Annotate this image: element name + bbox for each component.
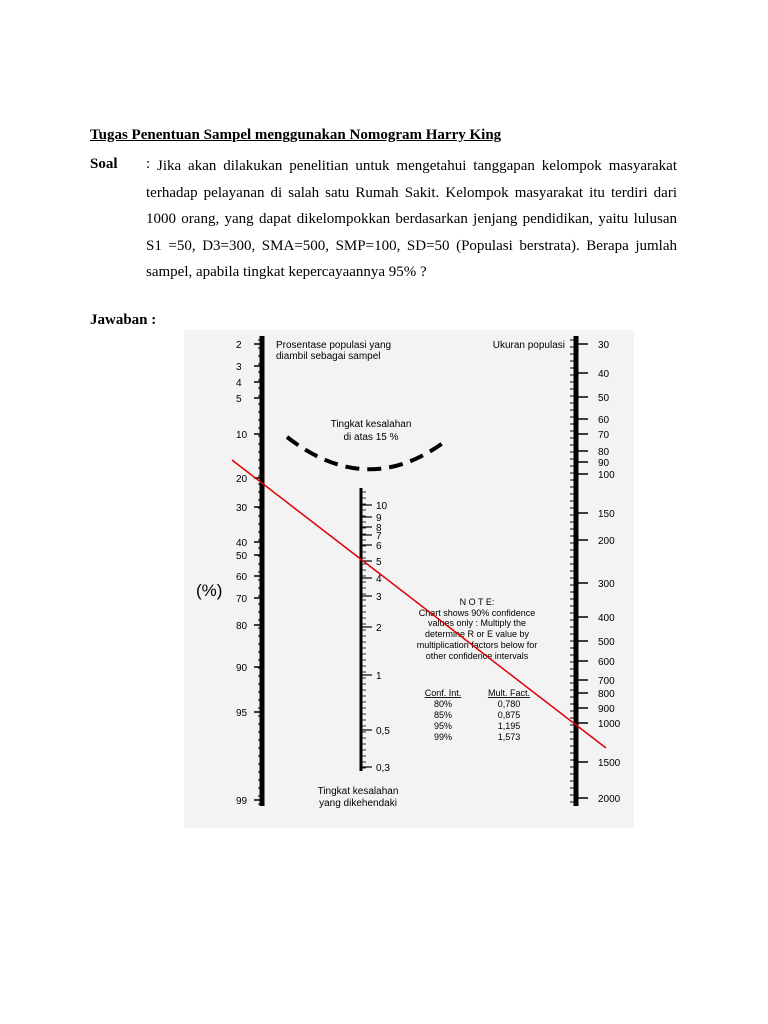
conf-row-3-fact: 1,195 bbox=[497, 721, 521, 731]
left-tick-label-4: 10 bbox=[236, 430, 248, 441]
conf-row-2-fact: 0,875 bbox=[497, 710, 521, 720]
left-tick-label-5: 20 bbox=[236, 474, 248, 485]
right-tick-label-14: 700 bbox=[598, 676, 615, 687]
mid-tick-label-7: 3 bbox=[376, 592, 382, 603]
conf-row-1-int: 80% bbox=[433, 699, 453, 709]
conf-row-4-int: 99% bbox=[433, 732, 453, 742]
right-tick-label-18: 1500 bbox=[598, 758, 621, 769]
right-tick-label-1: 40 bbox=[598, 369, 610, 380]
left-tick-label-8: 50 bbox=[236, 551, 248, 562]
mult-fact-header: Mult. Fact. bbox=[487, 688, 531, 698]
answer-label: Jawaban : bbox=[90, 312, 157, 328]
conf-int-header: Conf. Int. bbox=[424, 688, 462, 698]
note-line-3: determine R or E value by bbox=[424, 629, 530, 639]
note-line-1: Chart shows 90% confidence bbox=[418, 608, 536, 618]
left-tick-label-14: 99 bbox=[236, 796, 248, 807]
right-scale-title: Ukuran populasi bbox=[492, 340, 565, 351]
left-scale-title-line2: diambil sebagai sampel bbox=[276, 351, 381, 362]
top-caption-line2: di atas 15 % bbox=[343, 432, 399, 443]
right-tick-label-9: 200 bbox=[598, 536, 615, 547]
right-tick-label-16: 900 bbox=[598, 704, 615, 715]
mid-tick-label-8: 2 bbox=[376, 623, 382, 634]
right-tick-label-2: 50 bbox=[598, 393, 610, 404]
right-tick-label-10: 300 bbox=[598, 579, 615, 590]
bottom-caption-line2: yang dikehendaki bbox=[319, 798, 397, 809]
right-tick-label-8: 150 bbox=[598, 509, 615, 520]
bottom-caption-line1: Tingkat kesalahan bbox=[317, 786, 399, 797]
right-tick-label-13: 600 bbox=[598, 657, 615, 668]
right-tick-label-0: 30 bbox=[598, 340, 610, 351]
note-line-5: other confidence intervals bbox=[425, 651, 529, 661]
mid-tick-label-2: 8 bbox=[376, 523, 382, 534]
middle-scale-ticks bbox=[361, 492, 390, 774]
note-heading: N O T E: bbox=[459, 597, 495, 607]
left-tick-label-1: 3 bbox=[236, 362, 242, 373]
percent-unit-label: (%) bbox=[196, 581, 223, 600]
left-tick-label-11: 80 bbox=[236, 621, 248, 632]
note-line-4: multiplication factors below for bbox=[416, 640, 538, 650]
conf-row-1-fact: 0,780 bbox=[497, 699, 521, 709]
right-tick-label-19: 2000 bbox=[598, 794, 621, 805]
right-tick-label-15: 800 bbox=[598, 689, 615, 700]
left-tick-label-3: 5 bbox=[236, 394, 242, 405]
note-line-2: values only : Multiply the bbox=[427, 618, 527, 628]
left-scale-title-line1: Prosentase populasi yang bbox=[276, 340, 392, 351]
left-tick-label-6: 30 bbox=[236, 503, 248, 514]
left-tick-label-12: 90 bbox=[236, 663, 248, 674]
conf-row-2-int: 85% bbox=[433, 710, 453, 720]
right-tick-label-3: 60 bbox=[598, 415, 610, 426]
mid-tick-label-1: 9 bbox=[376, 513, 382, 524]
left-tick-label-9: 60 bbox=[236, 572, 248, 583]
mid-tick-label-4: 6 bbox=[376, 541, 382, 552]
document-title: Tugas Penentuan Sampel menggunakan Nomogram Harry King bbox=[90, 127, 502, 143]
mid-tick-label-6: 4 bbox=[376, 574, 382, 585]
left-tick-label-10: 70 bbox=[236, 594, 248, 605]
question-label: Soal bbox=[90, 156, 118, 172]
question-colon: : bbox=[146, 156, 151, 172]
conf-row-4-fact: 1,573 bbox=[497, 732, 521, 742]
left-tick-label-7: 40 bbox=[236, 538, 248, 549]
question-text: Jika akan dilakukan penelitian untuk mengetahui tanggapan kelompok masyarakat terhadap pelayanan di salah satu Rumah Sakit. Kelompok masyarakat itu terdiri dari 1000 orang, yang dapat dikelompokkan berdasarkan jenjang pendidikan, yaitu lulusan S1 =50, D3=300, SMA=500, SMP=100, SD=50 (Populasi berstrata). Berapa jumlah sampel, apabila tingkat kepercayaannya 95% ? bbox=[146, 158, 677, 280]
right-tick-label-17: 1000 bbox=[598, 719, 621, 730]
left-tick-label-2: 4 bbox=[236, 378, 242, 389]
mid-tick-label-11: 0,3 bbox=[376, 763, 390, 774]
right-tick-label-4: 70 bbox=[598, 430, 610, 441]
answer-line bbox=[232, 460, 606, 748]
mid-tick-label-3: 7 bbox=[376, 531, 382, 542]
right-tick-label-12: 500 bbox=[598, 637, 615, 648]
right-tick-label-11: 400 bbox=[598, 613, 615, 624]
right-tick-label-5: 80 bbox=[598, 447, 610, 458]
left-tick-label-0: 2 bbox=[236, 340, 242, 351]
top-caption-line1: Tingkat kesalahan bbox=[330, 419, 412, 430]
conf-row-3-int: 95% bbox=[433, 721, 453, 731]
mid-tick-label-9: 1 bbox=[376, 671, 382, 682]
left-scale-ticks bbox=[236, 340, 262, 807]
left-tick-label-13: 95 bbox=[236, 708, 248, 719]
right-tick-label-7: 100 bbox=[598, 470, 615, 481]
mid-tick-label-5: 5 bbox=[376, 557, 382, 568]
mid-tick-label-10: 0,5 bbox=[376, 726, 390, 737]
mid-tick-label-0: 10 bbox=[376, 501, 388, 512]
right-tick-label-6: 90 bbox=[598, 458, 610, 469]
